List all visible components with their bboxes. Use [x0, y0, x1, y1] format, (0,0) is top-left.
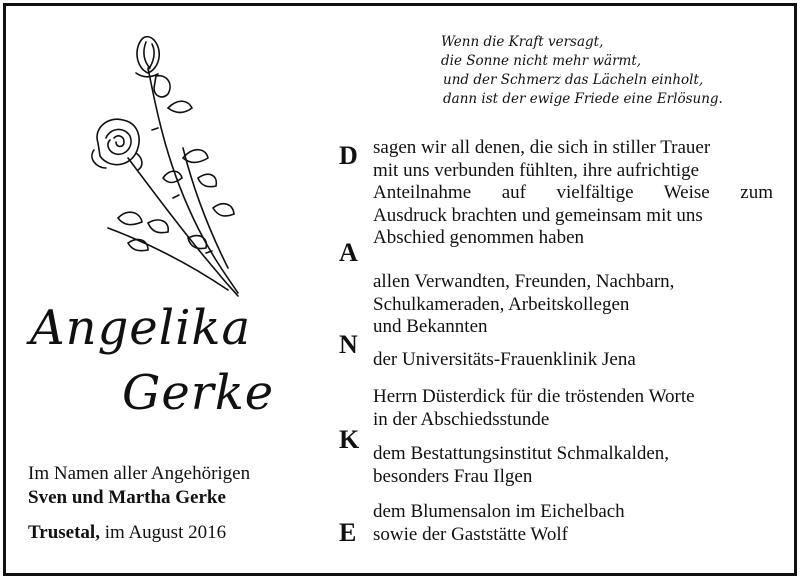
poem-line: Wenn die Kraft versagt,: [441, 34, 604, 50]
poem: [441, 33, 723, 109]
thanks-line: sagen wir all denen, die sich in stiller Trauer: [373, 137, 711, 158]
acrostic-letter-n: N: [339, 330, 358, 359]
thanks-line: allen Verwandten, Freunden, Nachbarn,: [373, 271, 675, 292]
thanks-line: dem Blumensalon im Eichelbach: [373, 501, 625, 522]
thanks-line: besonders Frau Ilgen: [373, 465, 533, 487]
deceased-first-name: Angelika: [30, 300, 252, 356]
thanks-line: mit uns verbunden fühlten, ihre aufrichtige: [373, 159, 700, 181]
thanks-paragraph-6: [373, 501, 773, 546]
thanks-paragraph-5: [373, 443, 773, 488]
thanks-line: sowie der Gaststätte Wolf: [373, 523, 568, 545]
acrostic-letter-e: E: [339, 518, 357, 547]
family-signature: [28, 462, 250, 510]
poem-line: die Sonne nicht mehr wärmt,: [441, 53, 642, 69]
date: im August 2016: [104, 522, 227, 543]
thanks-paragraph-2: [373, 271, 773, 339]
acrostic-letter-a: A: [339, 238, 358, 267]
thanks-line: Schulkameraden, Arbeitskollegen: [373, 293, 630, 315]
family-intro: Im Namen aller Angehörigen: [28, 463, 251, 484]
acrostic-letter-d: D: [339, 141, 358, 170]
thanks-line: und Bekannten: [373, 316, 488, 337]
poem-line: und der Schmerz das Lächeln einholt,: [443, 72, 704, 88]
thanks-line: Ausdruck brachten und gemeinsam mit uns: [373, 204, 703, 226]
thanks-line: in der Abschiedsstunde: [373, 408, 550, 430]
acrostic-letter-k: K: [339, 425, 360, 454]
thanks-paragraph-3: [373, 349, 773, 372]
thanks-paragraph-1: [373, 137, 773, 250]
thanks-line: Abschied genommen haben: [373, 227, 585, 248]
family-names: Sven und Martha Gerke: [28, 487, 226, 508]
thanks-line: Herrn Düsterdick für die tröstenden Worte: [373, 386, 695, 407]
place: Trusetal,: [28, 522, 100, 543]
thanks-line: dem Bestattungsinstitut Schmalkalden,: [373, 443, 670, 464]
thanks-line: der Universitäts-Frauenklinik Jena: [373, 349, 636, 370]
deceased-last-name: Gerke: [122, 365, 275, 421]
thanks-paragraph-4: [373, 386, 773, 431]
poem-line: dann ist der ewige Friede eine Erlösung.: [443, 91, 723, 107]
rose-illustration-icon: [88, 28, 258, 298]
thanks-line: Anteilnahme auf vielfältige Weise zum: [373, 182, 773, 203]
place-date: [28, 522, 226, 544]
